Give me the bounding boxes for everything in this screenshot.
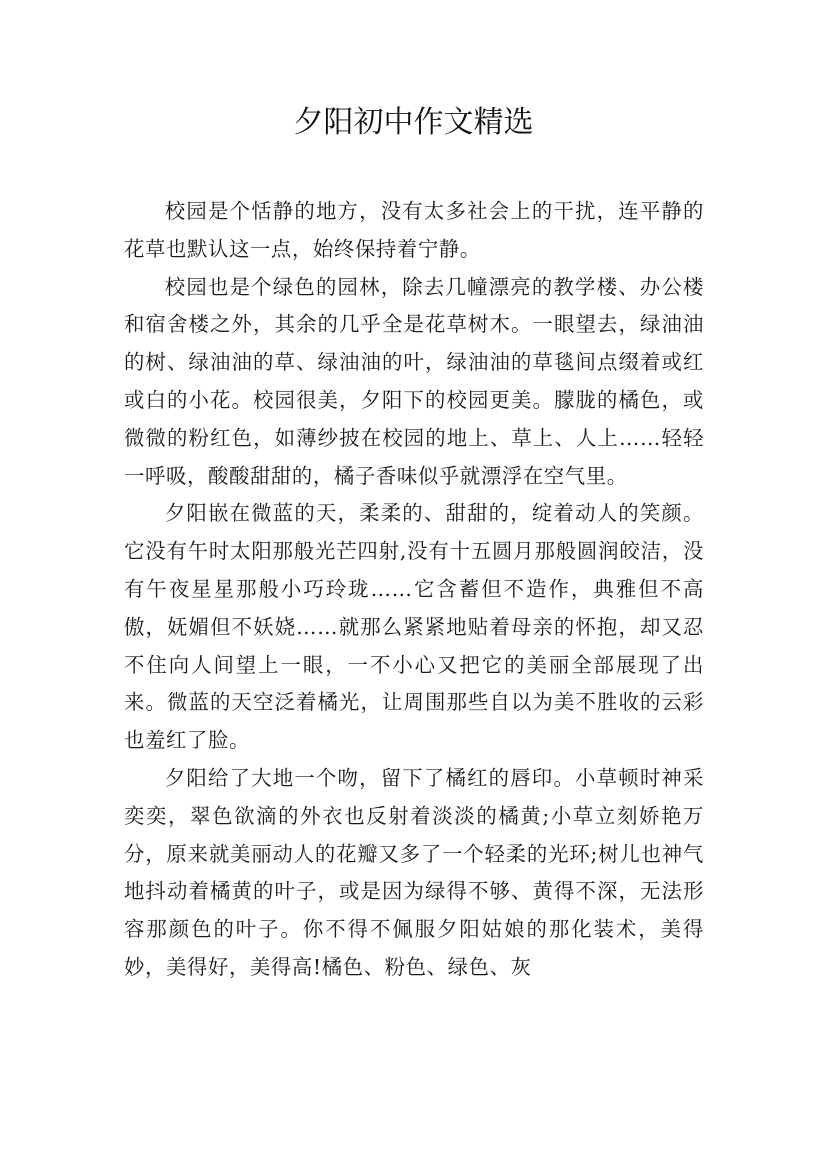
paragraph-4: 夕阳给了大地一个吻，留下了橘红的唇印。小草顿时神采奕奕，翠色欲滴的外衣也反射着淡淡的橘黄;小草立刻娇艳万分，原来就美丽动人的花瓣又多了一个轻柔的光环;树儿也神气地抖动着橘黄的叶子，或是因为绿得不够、黄得不深，无法形容那颜色的叶子。你不得不佩服夕阳姑娘的那化装术，美得妙，美得好，美得高!橘色、粉色、绿色、灰	[124, 765, 704, 979]
paragraph-3: 夕阳嵌在微蓝的天，柔柔的、甜甜的，绽着动人的笑颜。它没有午时太阳那般光芒四射,没有十五圆月那般圆润皎洁，没有午夜星星那般小巧玲珑……它含蓄但不造作，典雅但不高傲，妩媚但不妖娆……就那么紧紧地贴着母亲的怀抱，却又忍不住向人间望上一眼，一不小心又把它的美丽全部展现了出来。微蓝的天空泛着橘光，让周围那些自以为美不胜收的云彩也羞红了脸。	[124, 501, 704, 753]
paragraph-2: 校园也是个绿色的园林，除去几幢漂亮的教学楼、办公楼和宿舍楼之外，其余的几乎全是花草树木。一眼望去，绿油油的树、绿油油的草、绿油油的叶，绿油油的草毯间点缀着或红或白的小花。校园很美，夕阳下的校园更美。朦胧的橘色，或微微的粉红色，如薄纱披在校园的地上、草上、人上……轻轻一呼吸，酸酸甜甜的，橘子香味似乎就漂浮在空气里。	[124, 274, 704, 488]
paragraph-1: 校园是个恬静的地方，没有太多社会上的干扰，连平静的花草也默认这一点，始终保持着宁静。	[124, 199, 704, 261]
document-body	[124, 193, 704, 987]
document-title: 夕阳初中作文精选	[293, 105, 534, 140]
